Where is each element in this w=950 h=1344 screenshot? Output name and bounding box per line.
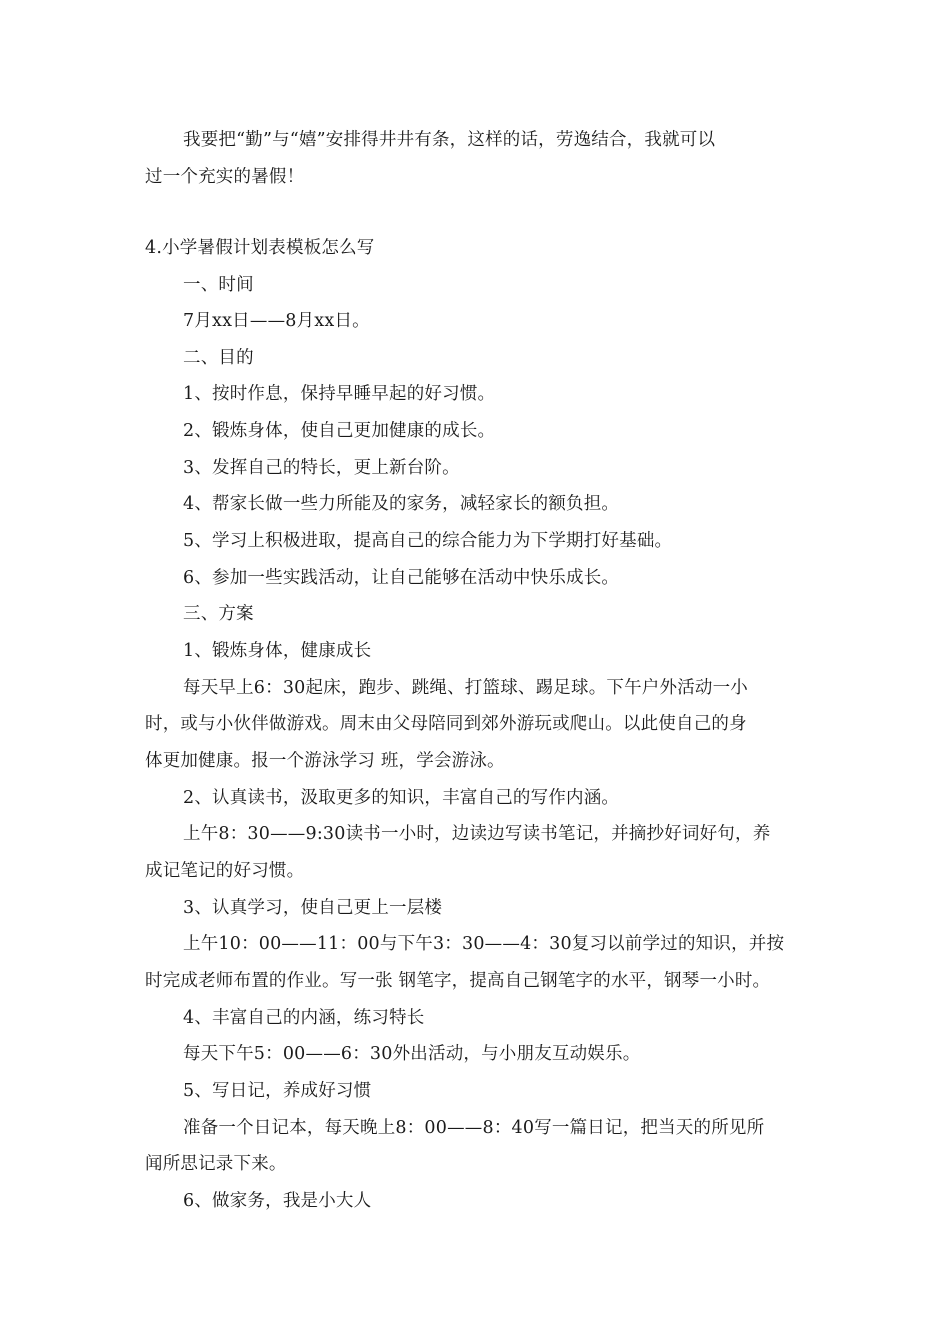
plan-title: 5、写日记，养成好习惯 (183, 1081, 372, 1101)
plan-body-line: 每天早上6：30起床，跑步、跳绳、打篮球、踢足球。下午户外活动一小 (183, 678, 748, 698)
goal-item: 1、按时作息，保持早睡早起的好习惯。 (183, 384, 496, 404)
plan-heading: 三、方案 (183, 604, 254, 624)
plan-title: 4、丰富自己的内涵，练习特长 (183, 1008, 425, 1028)
time-heading: 一、时间 (183, 275, 254, 295)
goal-item: 6、参加一些实践活动，让自己能够在活动中快乐成长。 (183, 568, 620, 588)
plan-title: 1、锻炼身体，健康成长 (183, 641, 372, 661)
plan-body-line: 时，或与小伙伴做游戏。周末由父母陪同到郊外游玩或爬山。以此使自己的身 (145, 714, 747, 734)
paragraph-line: 我要把“勤”与“嬉”安排得井井有条，这样的话，劳逸结合，我就可以 (183, 130, 716, 150)
plan-title: 2、认真读书，汲取更多的知识，丰富自己的写作内涵。 (183, 788, 620, 808)
plan-title: 3、认真学习，使自己更上一层楼 (183, 898, 443, 918)
plan-body-line: 时完成老师布置的作业。写一张 钢笔字，提高自己钢笔字的水平，钢琴一小时。 (145, 971, 771, 991)
plan-body-line: 每天下午5：00——6：30外出活动，与小朋友互动娱乐。 (183, 1044, 641, 1064)
plan-body-line: 成记笔记的好习惯。 (145, 861, 305, 881)
paragraph-line: 过一个充实的暑假！ (145, 167, 305, 187)
plan-body-line: 准备一个日记本，每天晚上8：00——8：40写一篇日记，把当天的所见所 (183, 1118, 765, 1138)
goal-item: 2、锻炼身体，使自己更加健康的成长。 (183, 421, 496, 441)
time-value: 7月xx日——8月xx日。 (183, 311, 370, 331)
goal-heading: 二、目的 (183, 348, 254, 368)
plan-body-line: 闻所思记录下来。 (145, 1154, 287, 1174)
goal-item: 4、帮家长做一些力所能及的家务，减轻家长的额负担。 (183, 494, 620, 514)
plan-body-line: 上午10：00——11：00与下午3：30——4：30复习以前学过的知识，并按 (183, 934, 785, 954)
plan-body-line: 体更加健康。报一个游泳学习 班，学会游泳。 (145, 751, 505, 771)
plan-title: 6、做家务，我是小大人 (183, 1191, 372, 1211)
goal-item: 3、发挥自己的特长，更上新台阶。 (183, 458, 460, 478)
section-title: 4.小学暑假计划表模板怎么写 (145, 238, 375, 258)
goal-item: 5、学习上积极进取，提高自己的综合能力为下学期打好基础。 (183, 531, 673, 551)
plan-body-line: 上午8：30——9:30读书一小时，边读边写读书笔记，并摘抄好词好句，养 (183, 824, 771, 844)
